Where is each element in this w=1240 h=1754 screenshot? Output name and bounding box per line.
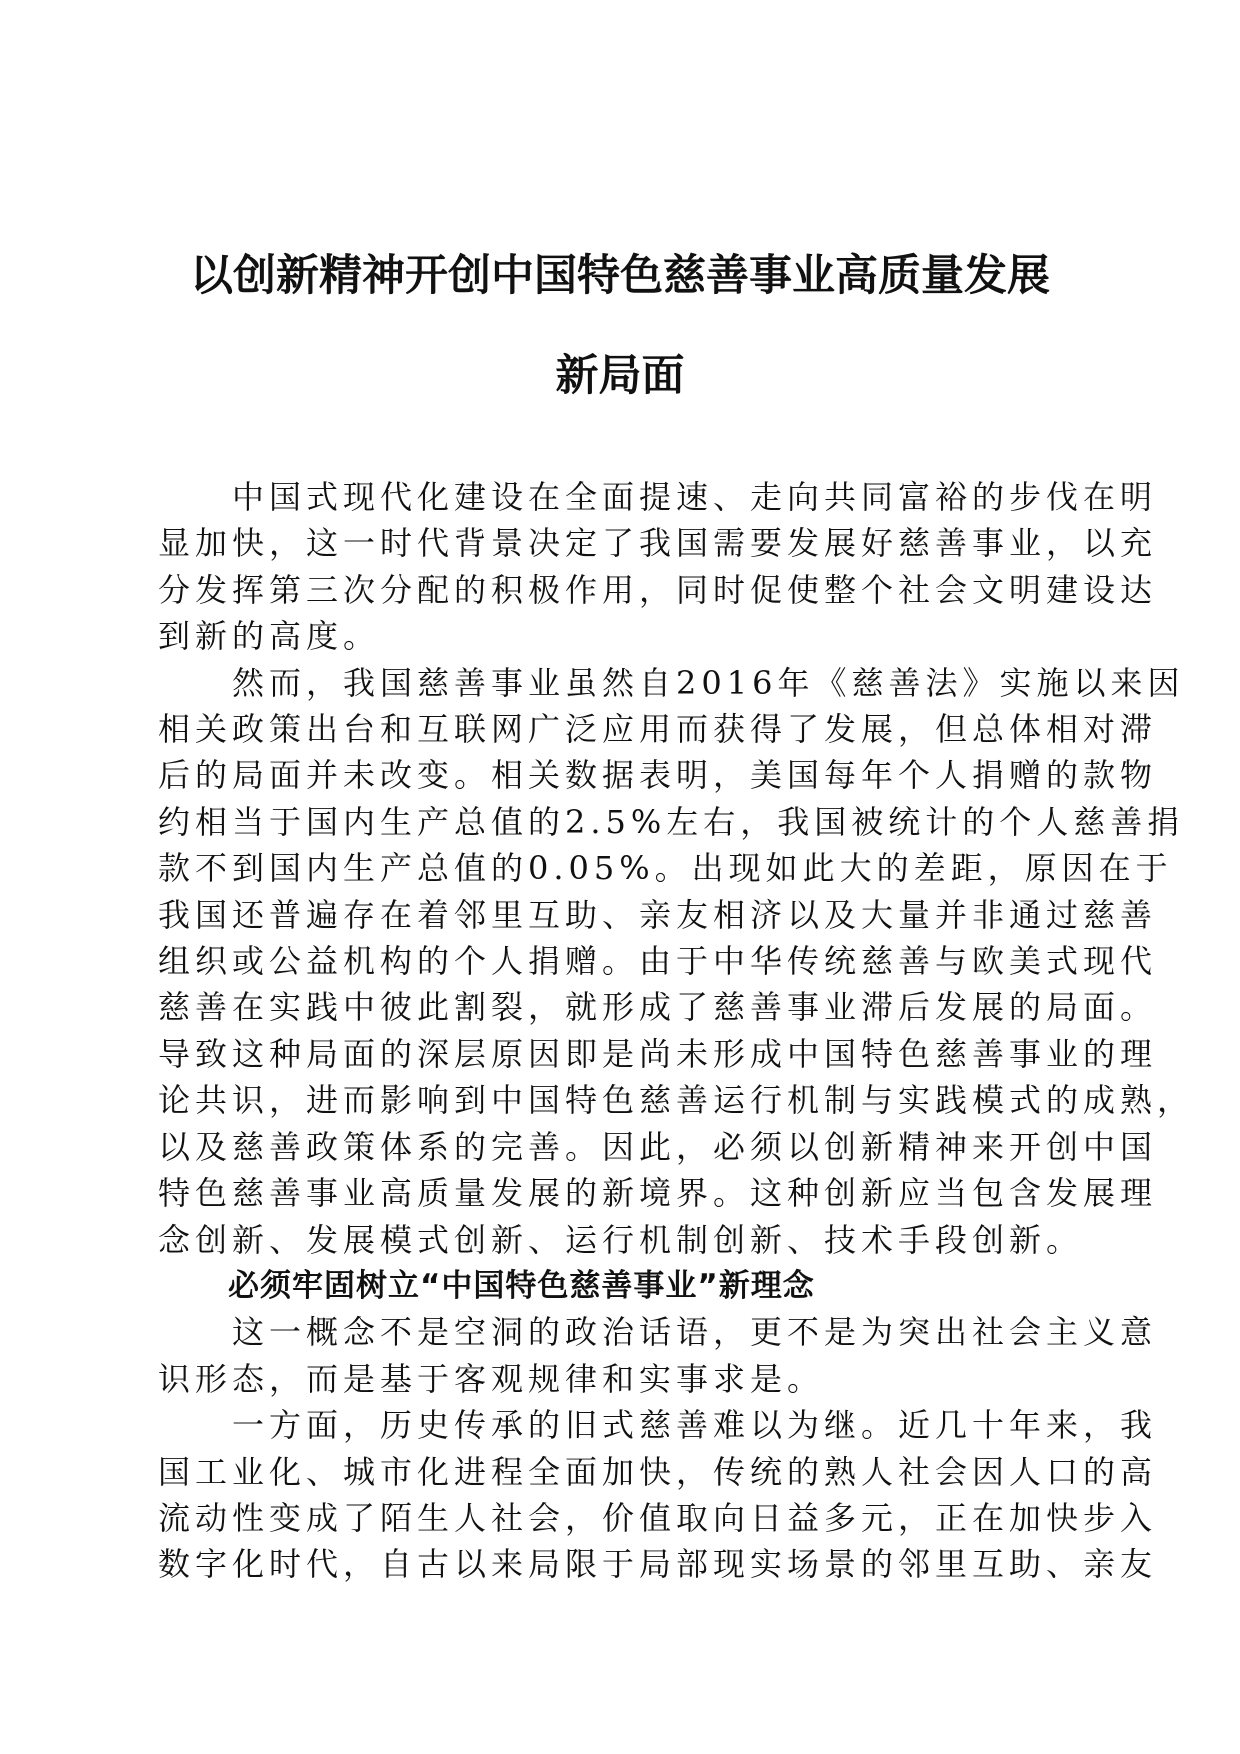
text-line: 中国式现代化建设在全面提速、走向共同富裕的步伐在明	[232, 478, 1158, 516]
article-body	[158, 474, 1195, 1588]
text-line: 这一概念不是空洞的政治话语，更不是为突出社会主义意	[232, 1313, 1158, 1352]
text-line: 相关政策出台和互联网广泛应用而获得了发展，但总体相对滞	[158, 710, 1158, 749]
text-line: 后的局面并未改变。相关数据表明，美国每年个人捐赠的款物	[158, 756, 1158, 795]
text-line: 我国还普遍存在着邻里互助、亲友相济以及大量并非通过慈善	[158, 895, 1158, 934]
section-heading: 必须牢固树立“中国特色慈善事业”新理念	[228, 1267, 815, 1304]
text-line: 组织或公益机构的个人捐赠。由于中华传统慈善与欧美式现代	[158, 942, 1158, 981]
text-line: 到新的高度。	[158, 617, 381, 656]
text-line: 流动性变成了陌生人社会，价值取向日益多元，正在加快步入	[158, 1498, 1158, 1537]
text-line: 识形态，而是基于客观规律和实事求是。	[158, 1359, 825, 1398]
text-line: 以及慈善政策体系的完善。因此，必须以创新精神来开创中国	[158, 1127, 1158, 1166]
paragraph-3	[158, 1309, 1158, 1402]
text-line: 数字化时代，自古以来局限于局部现实场景的邻里互助、亲友	[158, 1545, 1158, 1584]
paragraph-1	[158, 474, 1158, 660]
text-line: 慈善在实践中彼此割裂，就形成了慈善事业滞后发展的局面。	[158, 988, 1158, 1027]
text-line: 国工业化、城市化进程全面加快，传统的熟人社会因人口的高	[158, 1452, 1158, 1491]
text-line: 分发挥第三次分配的积极作用，同时促使整个社会文明建设达	[158, 570, 1158, 609]
text-line: 念创新、发展模式创新、运行机制创新、技术手段创新。	[158, 1220, 1084, 1259]
text-line: 特色慈善事业高质量发展的新境界。这种创新应当包含发展理	[158, 1174, 1158, 1213]
text-line: 导致这种局面的深层原因即是尚未形成中国特色慈善事业的理	[158, 1034, 1158, 1073]
text-line: 款不到国内生产总值的0.05%。出现如此大的差距，原因在于	[158, 849, 1173, 888]
text-line: 约相当于国内生产总值的2.5%左右，我国被统计的个人慈善捐	[158, 802, 1185, 841]
article-title-line-2: 新局面	[555, 351, 685, 401]
text-line: 显加快，这一时代背景决定了我国需要发展好慈善事业，以充	[158, 524, 1158, 563]
text-line: 一方面，历史传承的旧式慈善难以为继。近几十年来，我	[232, 1406, 1158, 1445]
text-line: 然而，我国慈善事业虽然自2016年《慈善法》实施以来因	[232, 663, 1185, 702]
paragraph-2	[158, 660, 1195, 1263]
paragraph-4	[158, 1402, 1158, 1588]
article-title-line-1: 以创新精神开创中国特色慈善事业高质量发展	[190, 251, 1050, 301]
text-line: 论共识，进而影响到中国特色慈善运行机制与实践模式的成熟，	[158, 1081, 1195, 1120]
